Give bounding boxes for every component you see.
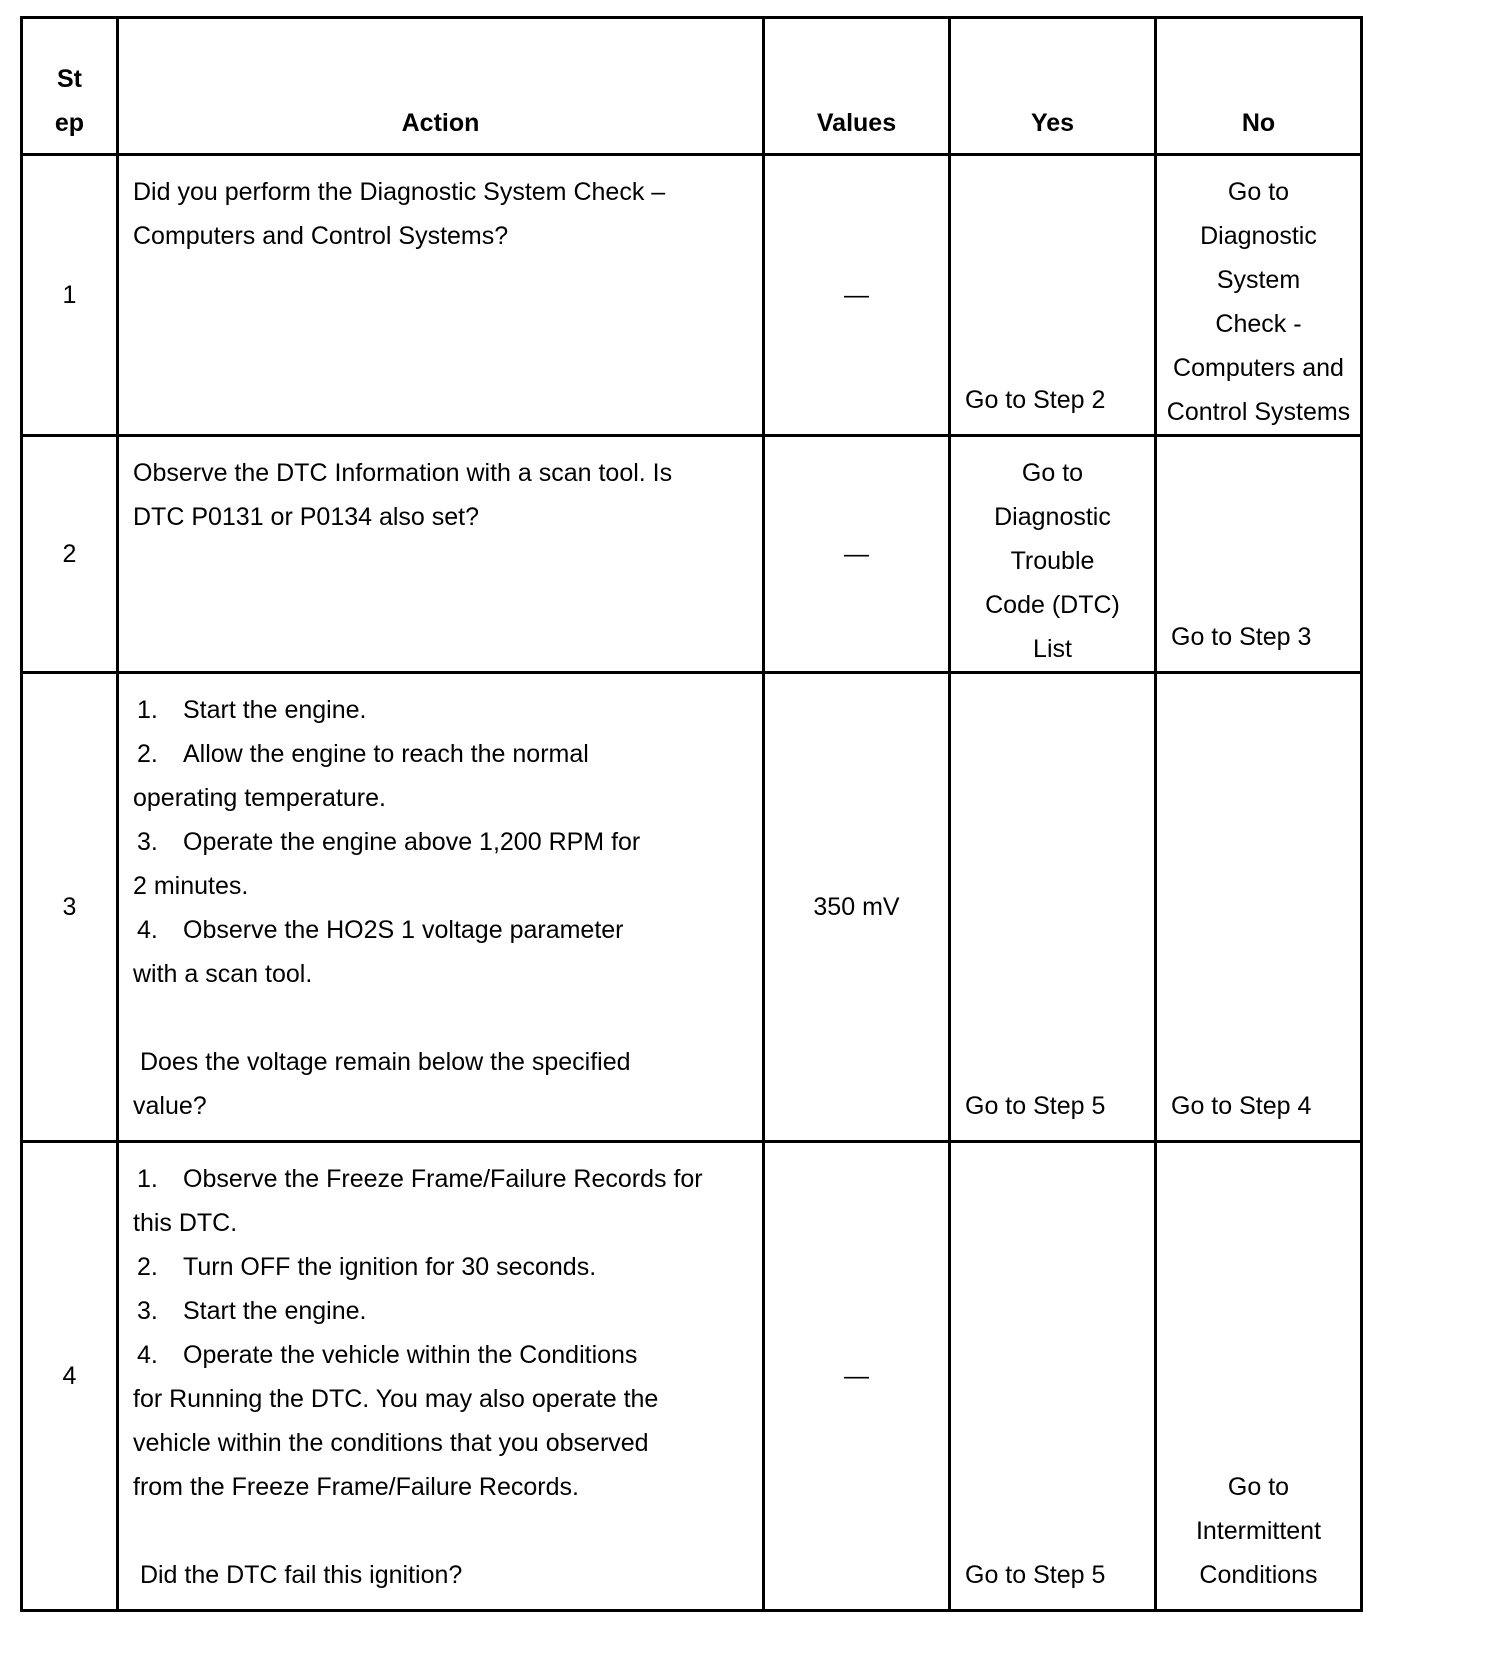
- action-line: vehicle within the conditions that you observed: [133, 1429, 649, 1457]
- action-line: value?: [133, 1092, 207, 1120]
- list-text: Start the engine.: [183, 696, 367, 724]
- action-line: [133, 688, 752, 732]
- list-number: 4.: [137, 1341, 158, 1369]
- no-line: Go to: [1227, 178, 1290, 206]
- list-text: Observe the Freeze Frame/Failure Records for: [183, 1165, 703, 1193]
- list-text: Allow the engine to reach the normal: [183, 740, 589, 768]
- yes-text: Go to Step 2: [965, 386, 1106, 414]
- action-line: for Running the DTC. You may also operate the: [133, 1385, 659, 1413]
- action-line: [133, 1245, 752, 1289]
- action-cell: [118, 1142, 764, 1611]
- table-row: [22, 1142, 1362, 1611]
- action-line: Does the voltage remain below the specified: [133, 1048, 631, 1076]
- list-text: Operate the engine above 1,200 RPM for: [183, 828, 641, 856]
- list-number: 1.: [137, 696, 158, 724]
- action-line: [133, 996, 752, 1040]
- yes-line: Diagnostic: [994, 503, 1111, 531]
- action-line: Did the DTC fail this ignition?: [133, 1561, 463, 1589]
- table-row: [22, 436, 1362, 673]
- yes-cell: [950, 436, 1156, 673]
- action-line: 2 minutes.: [133, 872, 249, 900]
- action-line: [133, 732, 752, 776]
- no-line: Conditions: [1199, 1561, 1318, 1589]
- yes-text: [951, 437, 1154, 671]
- step-cell: 3: [22, 673, 118, 1142]
- no-text: Go to Step 4: [1171, 1092, 1312, 1120]
- no-text: [1157, 1465, 1360, 1597]
- yes-line: Code (DTC): [985, 591, 1120, 619]
- action-line: [133, 908, 752, 952]
- yes-cell: [950, 673, 1156, 1142]
- yes-cell: [950, 155, 1156, 436]
- header-no: No: [1156, 18, 1362, 155]
- header-row: [22, 18, 1362, 155]
- values-cell: —: [764, 155, 950, 436]
- action-line: this DTC.: [133, 1209, 238, 1237]
- header-step: [22, 18, 118, 155]
- action-cell: [118, 673, 764, 1142]
- no-line: Control Systems: [1166, 398, 1351, 426]
- step-cell: 2: [22, 436, 118, 673]
- list-text: Operate the vehicle within the Conditions: [183, 1341, 638, 1369]
- yes-text: Go to Step 5: [965, 1092, 1106, 1120]
- action-line: Computers and Control Systems?: [133, 222, 509, 250]
- yes-line: List: [1033, 635, 1072, 663]
- list-number: 4.: [137, 916, 158, 944]
- list-number: 3.: [137, 828, 158, 856]
- no-cell: [1156, 155, 1362, 436]
- yes-line: Trouble: [1010, 547, 1095, 575]
- values-cell: 350 mV: [764, 673, 950, 1142]
- action-line: with a scan tool.: [133, 960, 313, 988]
- action-cell: [118, 155, 764, 436]
- table-row: [22, 673, 1362, 1142]
- list-number: 3.: [137, 1297, 158, 1325]
- action-line: [133, 1509, 752, 1553]
- action-line: operating temperature.: [133, 784, 386, 812]
- list-text: Turn OFF the ignition for 30 seconds.: [183, 1253, 597, 1281]
- action-line: [133, 820, 752, 864]
- step-cell: 1: [22, 155, 118, 436]
- list-text: Observe the HO2S 1 voltage parameter: [183, 916, 624, 944]
- header-action: Action: [118, 18, 764, 155]
- list-number: 1.: [137, 1165, 158, 1193]
- yes-line: Go to: [1021, 459, 1084, 487]
- header-step-label: St ep: [54, 65, 85, 137]
- no-text: Go to Step 3: [1171, 623, 1312, 651]
- header-values: Values: [764, 18, 950, 155]
- no-line: Go to: [1227, 1473, 1290, 1501]
- header-yes: Yes: [950, 18, 1156, 155]
- action-line: [133, 1289, 752, 1333]
- yes-cell: [950, 1142, 1156, 1611]
- diagnostic-table: [20, 16, 1363, 1612]
- no-cell: [1156, 1142, 1362, 1611]
- list-number: 2.: [137, 740, 158, 768]
- values-cell: —: [764, 1142, 950, 1611]
- no-line: Diagnostic: [1200, 222, 1317, 250]
- action-line: [133, 1157, 752, 1201]
- no-line: System: [1216, 266, 1301, 294]
- no-line: Computers and: [1173, 354, 1344, 382]
- step-cell: 4: [22, 1142, 118, 1611]
- no-text: [1157, 156, 1360, 434]
- action-line: from the Freeze Frame/Failure Records.: [133, 1473, 579, 1501]
- no-line: Check -: [1215, 310, 1302, 338]
- no-cell: [1156, 673, 1362, 1142]
- values-cell: —: [764, 436, 950, 673]
- action-line: Observe the DTC Information with a scan tool. Is: [133, 459, 673, 487]
- action-line: DTC P0131 or P0134 also set?: [133, 503, 480, 531]
- yes-text: Go to Step 5: [965, 1561, 1106, 1589]
- table-row: [22, 155, 1362, 436]
- no-line: Intermittent: [1195, 1517, 1322, 1545]
- action-cell: [118, 436, 764, 673]
- no-cell: [1156, 436, 1362, 673]
- list-number: 2.: [137, 1253, 158, 1281]
- list-text: Start the engine.: [183, 1297, 367, 1325]
- action-line: Did you perform the Diagnostic System Check –: [133, 178, 666, 206]
- action-line: [133, 1333, 752, 1377]
